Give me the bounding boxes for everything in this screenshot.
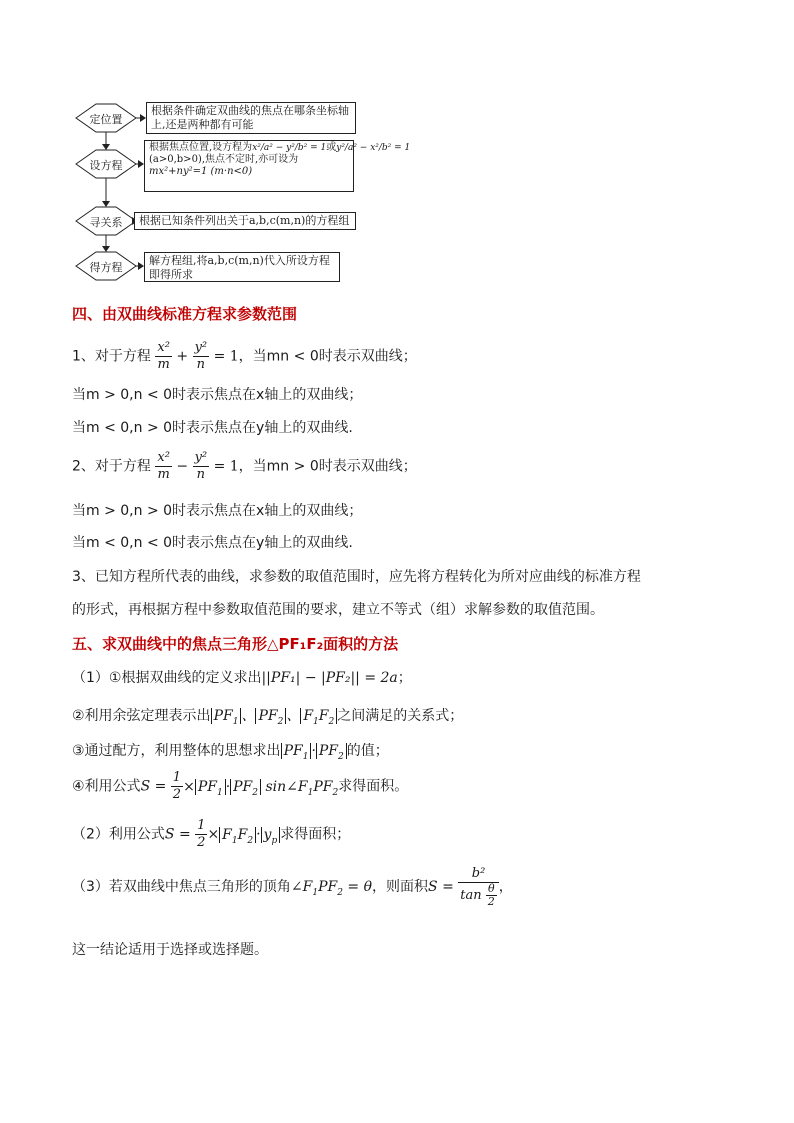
s5-part2: （2）利用公式S = $\frac{1}{2}$ × $F_1F_2 \cdot y_p$ 求得面积； [72, 818, 351, 850]
flow-step2-text-d: mx²+ny²=1 (m·n<0) [149, 166, 253, 177]
s5-step3: ③通过配方，利用整体的思想求出 $PF_1 \cdot PF_2$ 的值； [72, 743, 389, 762]
conclusion: 这一结论适用于选择或选择题。 [72, 942, 268, 958]
s3-suffix: 的值； [346, 743, 389, 759]
flow-step3-label: 寻关系 [89, 216, 123, 229]
flow-step1-box [146, 102, 356, 134]
item1-cond: ，当mn < 0时表示双曲线； [238, 348, 417, 365]
flow-step1-label: 定位置 [89, 113, 123, 126]
item2-line3: 当m < 0,n < 0时表示焦点在y轴上的双曲线. [72, 535, 353, 551]
item1-prefix: 1、对于方程 [72, 348, 151, 365]
s2-prefix: ②利用余弦定理表示出 [72, 708, 211, 724]
p3-suffix: ， [498, 879, 513, 895]
flow-step4-text: 解方程组,将a,b,c(m,n)代入所设方程即得所求 [149, 254, 330, 281]
item2-line2: 当m > 0,n > 0时表示焦点在x轴上的双曲线； [72, 503, 363, 519]
s1-expr: ||PF₁| − |PF₂|| = 2a [261, 670, 398, 686]
flow-step1-text: 根据条件确定双曲线的焦点在哪条坐标轴上,还是两种都有可能 [151, 104, 349, 131]
s5-part3: （3）若双曲线中焦点三角形的顶角$\angle F_1PF_2 = \theta$，则面积S = b² tan $\frac{\theta}{2}$ ， [72, 866, 513, 908]
flowchart [72, 98, 411, 288]
item1-frac-y: $\frac{\text{y²}}{n}$ [194, 340, 208, 372]
flow-step3-box [134, 212, 356, 230]
s1-prefix: （1）①根据双曲线的定义求出 [72, 670, 262, 686]
item1-line3: 当m < 0,n > 0时表示焦点在y轴上的双曲线. [72, 420, 353, 436]
p2-suffix: 求得面积； [280, 826, 351, 843]
s3-prefix: ③通过配方，利用整体的思想求出 [72, 743, 281, 759]
item2-cond: ，当mn > 0时表示双曲线； [238, 458, 417, 475]
section5-title: 五、求双曲线中的焦点三角形△PF₁F₂面积的方法 [72, 635, 399, 653]
flow-step2-label: 设方程 [89, 159, 123, 172]
item1-frac-x: $\frac{\text{x²}}{m}$ [157, 340, 170, 372]
item3-line1: 3、已知方程所代表的曲线，求参数的取值范围时，应先将方程转化为所对应曲线的标准方程 [72, 569, 641, 585]
s4-prefix: ④利用公式 [72, 778, 141, 795]
flow-step2-box: 根据焦点位置,设方程为x²/a² − y²/b² = 1或y²/a² − x²/b² = 1 (a>0,b>0),焦点不定时,亦可设为 mx²+ny²=1 (m·n<0) [144, 140, 354, 192]
flow-step2-text-b: 或 [326, 142, 337, 153]
flow-step3-text: 根据已知条件列出关于a,b,c(m,n)的方程组 [139, 214, 350, 227]
s5-step2: ②利用余弦定理表示出 $PF_1$ 、 $PF_2$ 、 $F_1F_2$ 之间满足的关系式； [72, 708, 464, 727]
section4-item2: 2、对于方程 $\frac{\text{x²}}{m}$ − $\frac{\text{y²}}{n}$ = 1，当mn > 0时表示双曲线； [72, 450, 417, 482]
p3-prefix: （3）若双曲线中焦点三角形的顶角 [72, 879, 291, 895]
section4-title: 四、由双曲线标准方程求参数范围 [72, 305, 298, 323]
section4-item1: 1、对于方程 $\frac{\text{x²}}{m}$ + $\frac{\text{y²}}{n}$ = 1，当mn < 0时表示双曲线； [72, 340, 417, 372]
p3-mid: ，则面积 [372, 879, 429, 895]
s5-step1 [72, 668, 412, 688]
flow-step4-box [144, 252, 340, 282]
item1-line2: 当m > 0,n < 0时表示焦点在x轴上的双曲线； [72, 387, 363, 403]
s1-suffix: ； [397, 670, 412, 686]
flow-step2-text-a: 根据焦点位置,设方程为 [149, 142, 253, 153]
flow-step4-label: 得方程 [89, 261, 123, 274]
item3-line2: 的形式，再根据方程中参数取值范围的要求，建立不等式（组）求解参数的取值范围。 [72, 602, 604, 618]
item2-prefix: 2、对于方程 [72, 458, 151, 475]
item2-frac-x: $\frac{\text{x²}}{m}$ [157, 450, 170, 482]
p2-prefix: （2）利用公式 [72, 826, 165, 843]
s2-suffix: 之间满足的关系式； [337, 708, 464, 724]
s4-suffix: 求得面积。 [338, 778, 409, 795]
flow-step2-text-c: (a>0,b>0),焦点不定时,亦可设为 [149, 154, 299, 165]
s5-step4: ④利用公式S = $\frac{1}{2}$ × $PF_1 \cdot PF_2$ $\sin\angle F_1PF_2$求得面积。 [72, 770, 409, 802]
item2-frac-y: $\frac{\text{y²}}{n}$ [194, 450, 208, 482]
